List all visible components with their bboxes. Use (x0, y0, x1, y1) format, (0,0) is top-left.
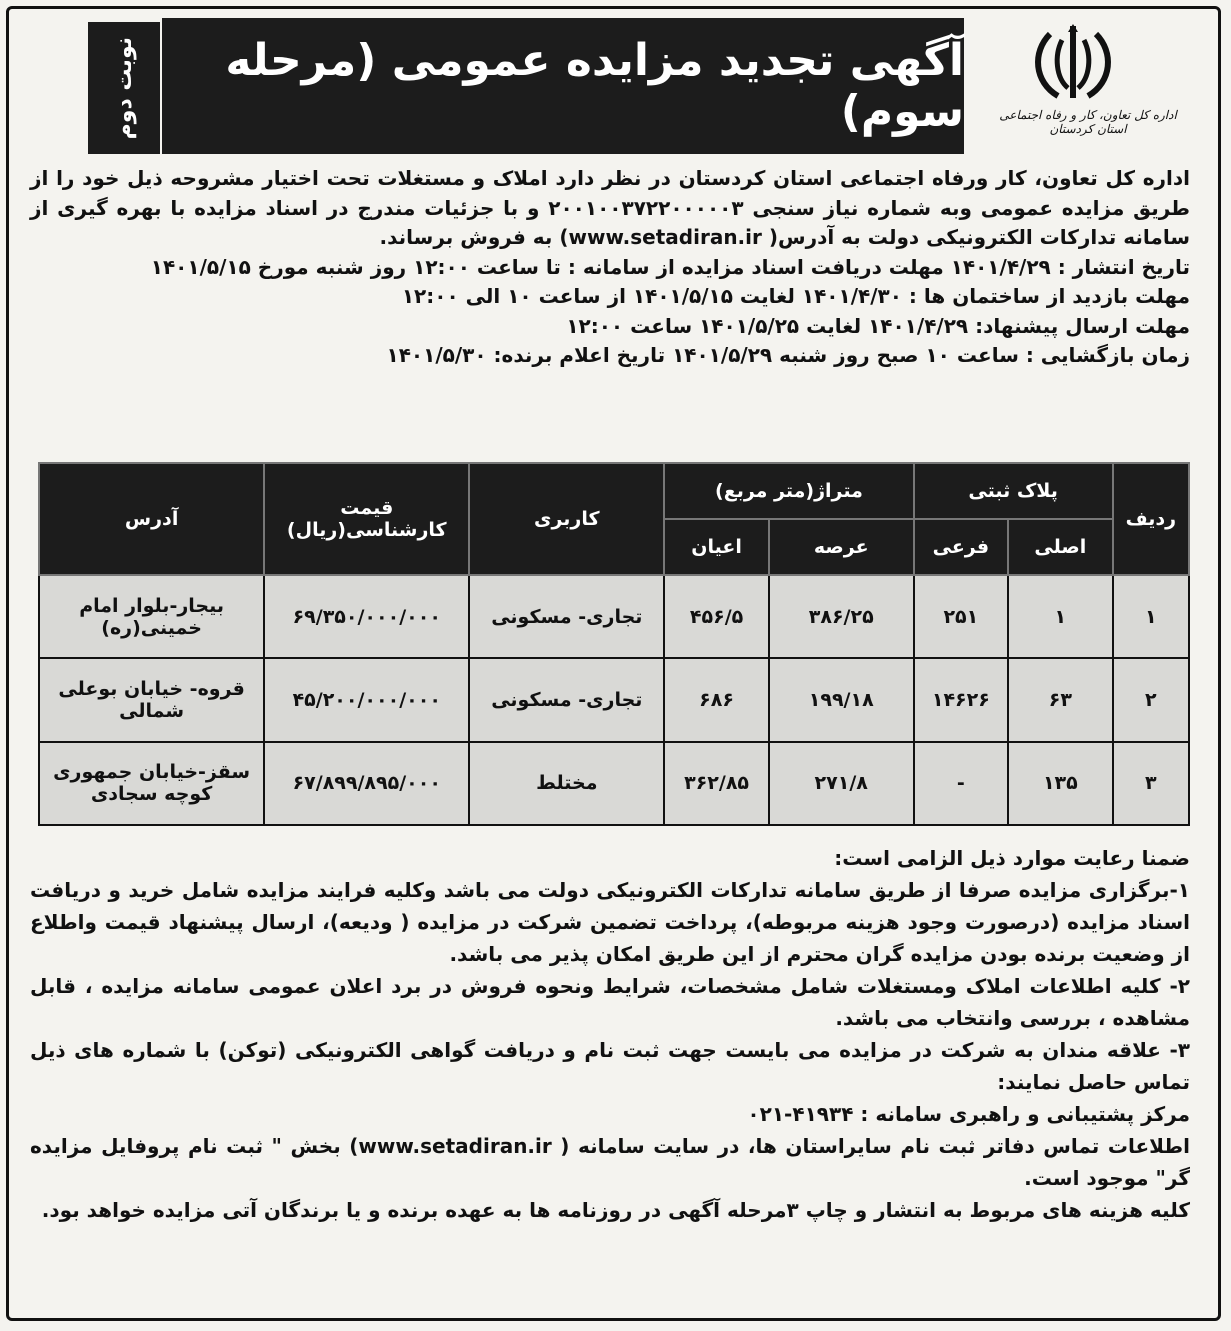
cell-plate-sub: - (914, 742, 1008, 825)
cell-address: بیجار-بلوار امام خمینی(ره) (39, 575, 264, 658)
header-area-building: اعیان (664, 519, 769, 575)
notes-intro: ضمنا رعایت موارد ذیل الزامی است: (834, 846, 1190, 870)
cell-address: سقز-خیابان جمهوری کوچه سجادی (39, 742, 264, 825)
cell-plate-sub: ۲۵۱ (914, 575, 1008, 658)
header-address: آدرس (39, 463, 264, 575)
header-row-no: ردیف (1113, 463, 1189, 575)
cell-plate-main: ۱۳۵ (1008, 742, 1113, 825)
cell-price: ۴۵/۲۰۰/۰۰۰/۰۰۰ (264, 658, 469, 741)
note-item-3: ۳- علاقه مندان به شرکت در مزایده می بایست جهت ثبت نام و دریافت گواهی الکترونیکی (توکن) با شماره های ذیل تماس حاصل نمایند: (30, 1038, 1190, 1094)
header-plate-main: اصلی (1008, 519, 1113, 575)
cell-area-building: ۳۶۲/۸۵ (664, 742, 769, 825)
cell-usage: تجاری- مسکونی (469, 575, 664, 658)
cell-area-land: ۲۷۱/۸ (769, 742, 914, 825)
cell-address: قروه- خیابان بوعلی شمالی (39, 658, 264, 741)
date-publish: تاریخ انتشار : ۱۴۰۱/۴/۲۹ مهلت دریافت اسناد مزایده از سامانه : تا ساعت ۱۲:۰۰ روز شنبه مورخ ۱۴۰۱/۵/۱۵ (150, 254, 1190, 279)
date-opening: زمان بازگشایی : ساعت ۱۰ صبح روز شنبه ۱۴۰۱/۵/۲۹ تاریخ اعلام برنده: ۱۴۰۱/۵/۳۰ (386, 343, 1190, 367)
contact-info: اطلاعات تماس دفاتر ثبت نام سایراستان ها، در سایت سامانه ( www.setadiran.ir) بخش " ثبت نام پروفایل مزایده گر" موجود است. (30, 1134, 1190, 1190)
cell-area-land: ۳۸۶/۲۵ (769, 575, 914, 658)
note-item-1: ۱-برگزاری مزایده صرفا از طریق سامانه تدارکات الکترونیکی دولت می باشد وکلیه فرایند مزایده شامل خرید و دریافت اسناد مزایده (درصورت وجود هزینه مربوطه)، پرداخت تضمین شرکت در مزایده ( ودیعه)، ارسال پیشنهاد قیمت واطلاع از وضعیت برنده بودن مزایده گران محترم از این طریق امکان پذیر می باشد. (30, 878, 1190, 966)
org-name: اداره کل تعاون، کار و رفاه اجتماعی استان کردستان (999, 108, 1177, 136)
cell-usage: مختلط (469, 742, 664, 825)
costs-note: کلیه هزینه های مربوط به انتشار و چاپ ۳مرحله آگهی در روزنامه ها به عهده برنده و یا برندگان آتی مزایده خواهد بود. (41, 1198, 1190, 1222)
round-label: نوبت دوم (111, 36, 137, 140)
dates-block (30, 253, 1190, 371)
header-price: قیمت کارشناسی(ریال) (264, 463, 469, 575)
cell-usage: تجاری- مسکونی (469, 658, 664, 741)
title-banner (162, 18, 964, 154)
cell-plate-main: ۶۳ (1008, 658, 1113, 741)
iran-emblem-icon (1030, 22, 1116, 104)
date-offer: مهلت ارسال پیشنهاد: ۱۴۰۱/۴/۲۹ لغایت ۱۴۰۱/۵/۲۵ ساعت ۱۲:۰۰ (566, 313, 1190, 338)
properties-table (38, 462, 1190, 826)
table-row (39, 658, 1189, 741)
cell-row-no: ۱ (1113, 575, 1189, 658)
header-plate: پلاک ثبتی (914, 463, 1113, 519)
cell-row-no: ۲ (1113, 658, 1189, 741)
cell-area-land: ۱۹۹/۱۸ (769, 658, 914, 741)
table-row (39, 742, 1189, 825)
cell-row-no: ۳ (1113, 742, 1189, 825)
date-visit: مهلت بازدید از ساختمان ها : ۱۴۰۱/۴/۳۰ لغایت ۱۴۰۱/۵/۱۵ از ساعت ۱۰ الی ۱۲:۰۰ (401, 284, 1190, 308)
table-row (39, 575, 1189, 658)
page-title: آگهی تجدید مزایده عمومی (مرحله سوم) (225, 35, 964, 137)
round-badge (88, 22, 160, 154)
cell-price: ۶۷/۸۹۹/۸۹۵/۰۰۰ (264, 742, 469, 825)
header-area-land: عرصه (769, 519, 914, 575)
intro-paragraph: اداره کل تعاون، کار ورفاه اجتماعی استان کردستان در نظر دارد املاک و مستغلات تحت اختیار مشروحه ذیل خود را از طریق مزایده عمومی وبه شماره نیاز سنجی ۲۰۰۱۰۰۳۷۲۲۰۰۰۰۰۳ و با جزئیات مندرج در اسناد مزایده با بهره گیری از سامانه تدارکات الکترونیکی دولت به آدرس( www.setadiran.ir) به فروش برساند. (30, 166, 1190, 249)
support-center: مرکز پشتیبانی و راهبری سامانه : ۴۱۹۳۴-۰۲۱ (747, 1102, 1190, 1126)
cell-area-building: ۶۸۶ (664, 658, 769, 741)
header-plate-sub: فرعی (914, 519, 1008, 575)
header-usage: کاربری (469, 463, 664, 575)
cell-plate-main: ۱ (1008, 575, 1113, 658)
cell-price: ۶۹/۳۵۰/۰۰۰/۰۰۰ (264, 575, 469, 658)
header-area: متراژ(متر مربع) (664, 463, 913, 519)
cell-plate-sub: ۱۴۶۲۶ (914, 658, 1008, 741)
notes-section (30, 842, 1190, 1226)
note-item-2: ۲- کلیه اطلاعات املاک ومستغلات شامل مشخصات، شرایط ونحوه فروش در برد اعلان عمومی سامانه مزایده ، قابل مشاهده ، بررسی وانتخاب می باشد. (30, 974, 1190, 1030)
intro-section (30, 164, 1190, 371)
cell-area-building: ۴۵۶/۵ (664, 575, 769, 658)
